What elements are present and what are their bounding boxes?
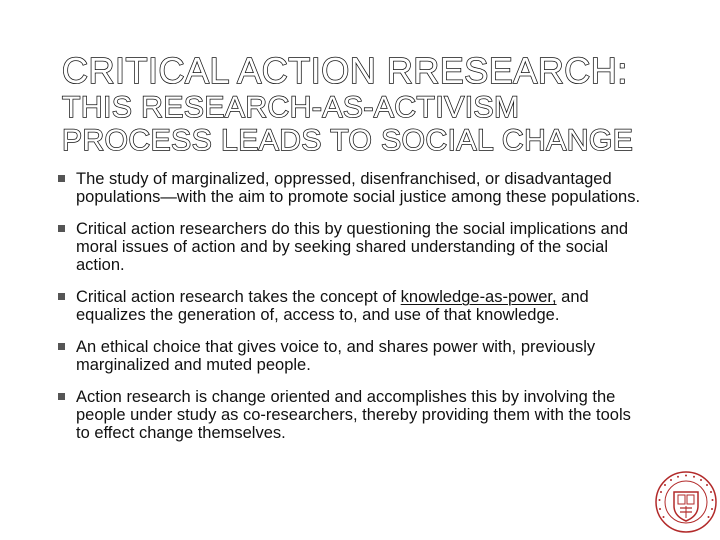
title-line-3: PROCESS LEADS TO SOCIAL CHANGE <box>62 124 634 157</box>
title-line-2: THIS RESEARCH-AS-ACTIVISM <box>62 91 520 124</box>
bullet-text: An ethical choice that gives voice to, and shares power with, previously marginalized and muted people. <box>76 338 596 374</box>
bullet-list <box>58 170 648 456</box>
bullet-square-icon <box>58 393 65 400</box>
bullet-item <box>58 388 648 442</box>
bullet-square-icon <box>58 293 65 300</box>
bullet-text-pre: Critical action research takes the concept of <box>76 288 401 306</box>
bullet-item <box>58 288 648 324</box>
bullet-square-icon <box>58 225 65 232</box>
knowledge-as-power-link[interactable]: knowledge-as-power, <box>400 288 557 306</box>
bullet-text: Action research is change oriented and accomplishes this by involving the people under study as co-researchers, thereby providing them with the tools to effect change themselves. <box>76 388 631 442</box>
title-line-1: CRITICAL ACTION RRESEARCH: <box>62 50 628 91</box>
university-seal-icon <box>654 470 718 534</box>
bullet-text: Critical action researchers do this by questioning the social implications and moral issues of action and by seeking shared understanding of the social action. <box>76 220 629 274</box>
slide-title <box>62 52 682 157</box>
bullet-text: The study of marginalized, oppressed, disenfranchised, or disadvantaged populations—with the aim to promote social justice among these populations. <box>76 170 641 206</box>
bullet-square-icon <box>58 343 65 350</box>
bullet-item <box>58 170 648 206</box>
bullet-square-icon <box>58 175 65 182</box>
bullet-text-post: and equalizes the generation of, access to, and use of that knowledge. <box>76 288 589 324</box>
bullet-item <box>58 220 648 274</box>
bullet-item <box>58 338 648 374</box>
